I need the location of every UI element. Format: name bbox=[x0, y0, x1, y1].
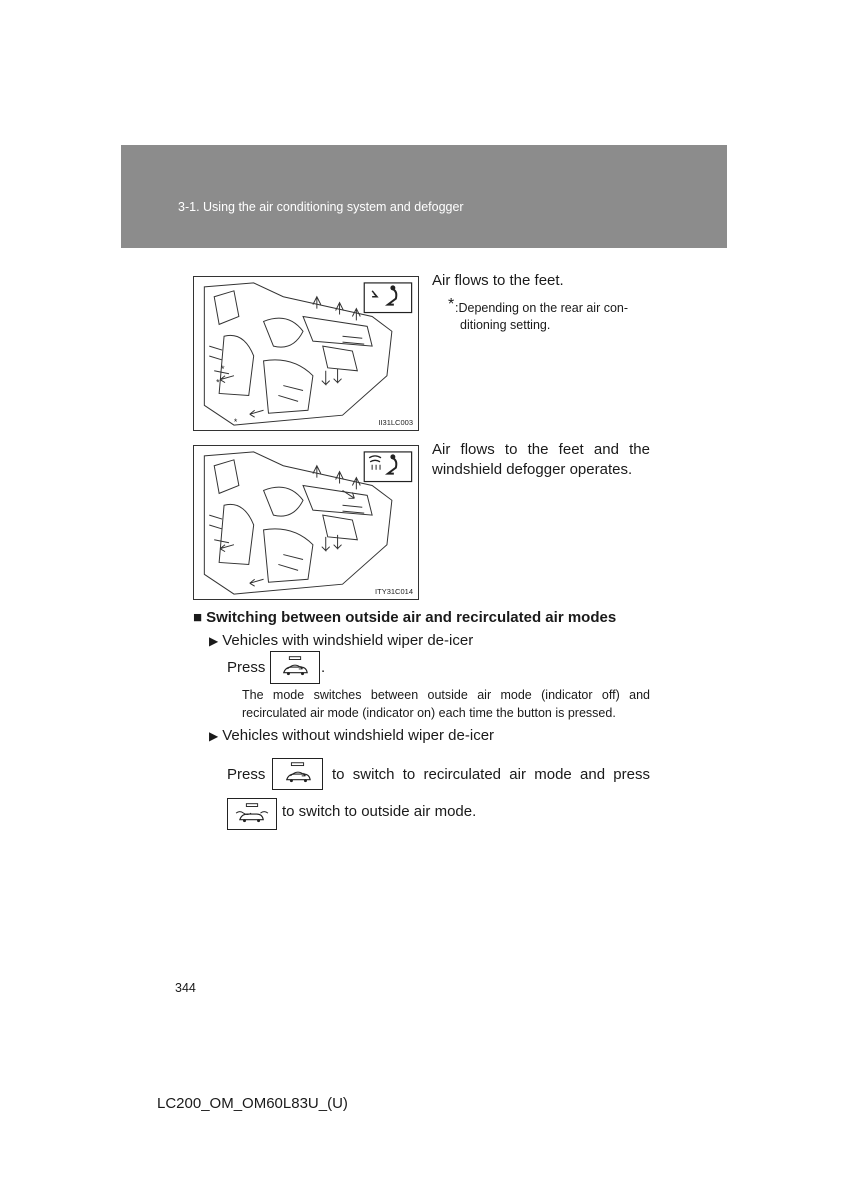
subheading-with-deicer bbox=[209, 632, 473, 649]
recirculate-button[interactable] bbox=[272, 758, 323, 790]
section-header-bar bbox=[121, 145, 727, 248]
cabin-illustration bbox=[194, 446, 418, 599]
subheading-text: Vehicles without windshield wiper de-icer bbox=[222, 727, 495, 744]
note-text-cont: ditioning setting. bbox=[460, 318, 551, 332]
recirculate-button[interactable] bbox=[270, 651, 320, 684]
desc-feet-defog: Air flows to the feet and the windshield defogger operates. bbox=[432, 441, 650, 478]
note-star: * bbox=[448, 296, 455, 313]
figure-code: II31LC003 bbox=[378, 418, 413, 427]
recirculate-instruction: to switch to recirculated air mode and press bbox=[332, 766, 650, 783]
feet-airflow-icon bbox=[364, 283, 411, 313]
square-bullet: ■ bbox=[193, 609, 203, 626]
note-rear-ac bbox=[448, 296, 650, 334]
figure-feet-airflow bbox=[193, 276, 419, 431]
section-heading bbox=[193, 609, 616, 626]
outside-air-instruction: to switch to outside air mode. bbox=[282, 803, 477, 820]
outside-air-icon bbox=[228, 799, 276, 829]
triangle-bullet-icon: ▶ bbox=[209, 729, 219, 743]
marker-star-1: * bbox=[221, 363, 225, 374]
document-code: LC200_OM_OM60L83U_(U) bbox=[157, 1095, 348, 1112]
press-text: Press bbox=[227, 766, 266, 783]
page-number: 344 bbox=[175, 981, 196, 995]
section-title: 3-1. Using the air conditioning system and defogger bbox=[178, 200, 464, 214]
cabin-illustration bbox=[194, 277, 418, 430]
note-text: :Depending on the rear air con- bbox=[455, 301, 629, 315]
marker-star-2: * bbox=[216, 377, 220, 388]
marker-star-3: * bbox=[233, 417, 238, 428]
section-heading-text: Switching between outside air and recirculated air modes bbox=[206, 609, 617, 626]
recirculate-icon bbox=[273, 759, 322, 789]
press-text: Press bbox=[227, 659, 266, 676]
desc-feet: Air flows to the feet. bbox=[432, 272, 564, 289]
recirculate-icon bbox=[271, 652, 319, 683]
figure-feet-defog-airflow bbox=[193, 445, 419, 600]
figure-code: ITY31C014 bbox=[375, 587, 413, 596]
mode-switch-note: The mode switches between outside air mode (indicator off) and recirculated air mode (indicator on) each time the button is pressed. bbox=[242, 688, 650, 720]
period-text: . bbox=[321, 659, 326, 676]
subheading-without-deicer bbox=[209, 727, 494, 744]
subheading-text: Vehicles with windshield wiper de-icer bbox=[222, 632, 474, 649]
feet-defog-airflow-icon bbox=[364, 452, 411, 482]
outside-air-button[interactable] bbox=[227, 798, 277, 830]
triangle-bullet-icon: ▶ bbox=[209, 634, 219, 648]
